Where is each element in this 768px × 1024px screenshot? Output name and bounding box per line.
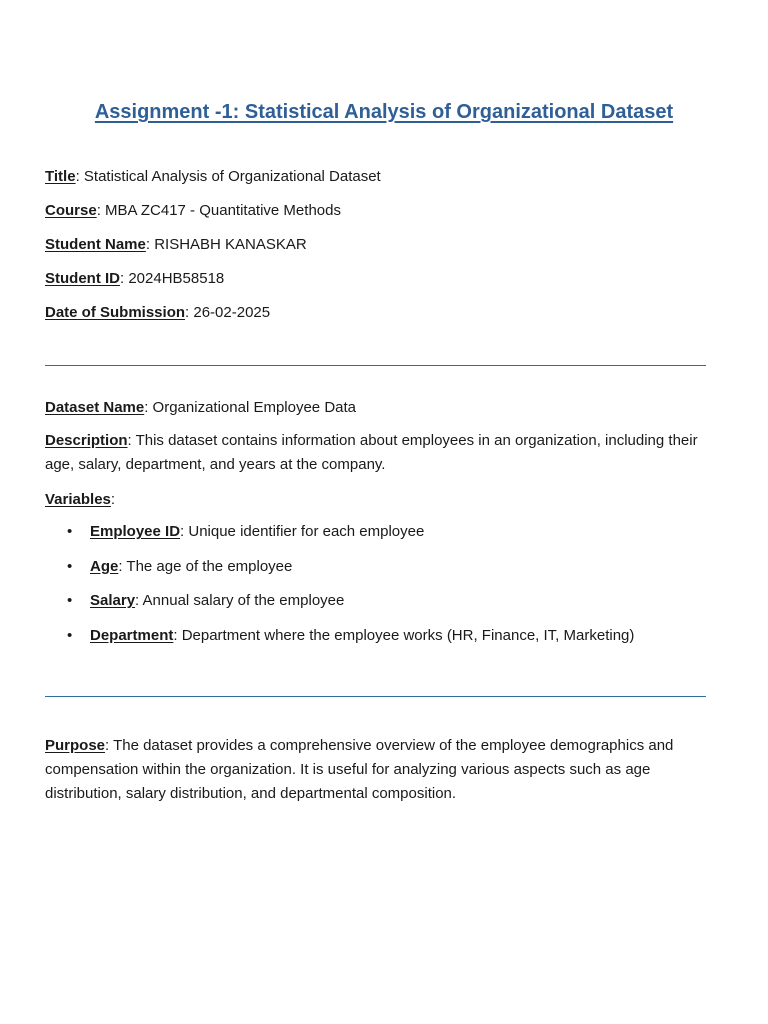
meta-course-value: : MBA ZC417 - Quantitative Methods [96,202,341,219]
variable-label: Employee ID [90,523,181,540]
meta-title-value: : Statistical Analysis of Organizational Dataset [75,168,381,185]
dataset-name-value: : Organizational Employee Data [144,399,356,416]
variable-description: : Department where the employee works (HR, Finance, IT, Marketing) [173,626,635,644]
meta-title-label: Title [45,168,76,185]
document-heading: Assignment -1: Statistical Analysis of Organizational Dataset [94,101,674,123]
dataset-variables-heading [45,490,115,510]
dataset-description-value: : This dataset contains information about employees in an organization, including their age, salary, department, and years at the company. [45,432,698,473]
dataset-description [45,429,725,477]
meta-student-id [45,269,224,289]
meta-student-id-label: Student ID [45,270,120,287]
dataset-variables-label: Variables [45,491,111,508]
variable-label: Salary [90,592,136,609]
dataset-variables-suffix: : [110,491,116,508]
variables-list [45,522,634,660]
section-divider [45,365,706,366]
bullet-icon: • [67,626,73,644]
list-item [45,557,634,592]
variable-label: Age [90,557,119,575]
dataset-name [45,398,356,418]
purpose-label: Purpose [45,737,106,754]
meta-student-name-label: Student Name [45,236,146,253]
list-item [45,626,634,661]
dataset-name-label: Dataset Name [45,399,145,416]
meta-course [45,201,341,221]
purpose-paragraph [45,734,725,806]
section-divider [45,696,706,697]
variable-description: : Annual salary of the employee [135,592,345,609]
meta-submission-date [45,303,270,323]
meta-title [45,167,381,187]
bullet-icon: • [67,523,73,540]
variable-label: Department [90,626,174,644]
meta-course-label: Course [45,202,97,219]
meta-submission-date-label: Date of Submission [45,304,186,321]
meta-student-id-value: : 2024HB58518 [120,270,225,287]
dataset-description-label: Description [45,432,128,449]
meta-submission-date-value: : 26-02-2025 [185,304,271,321]
variable-description: : Unique identifier for each employee [180,523,425,540]
bullet-icon: • [67,557,73,575]
meta-student-name [45,235,307,255]
list-item [45,522,634,557]
bullet-icon: • [67,592,73,609]
list-item [45,591,634,626]
meta-student-name-value: : RISHABH KANASKAR [145,236,307,253]
purpose-value: : The dataset provides a comprehensive overview of the employee demographics and compensation within the organization. It is useful for analyzing various aspects such as age distribution, salary distribution, and departmental composition. [45,737,674,802]
variable-description: : The age of the employee [118,557,293,575]
